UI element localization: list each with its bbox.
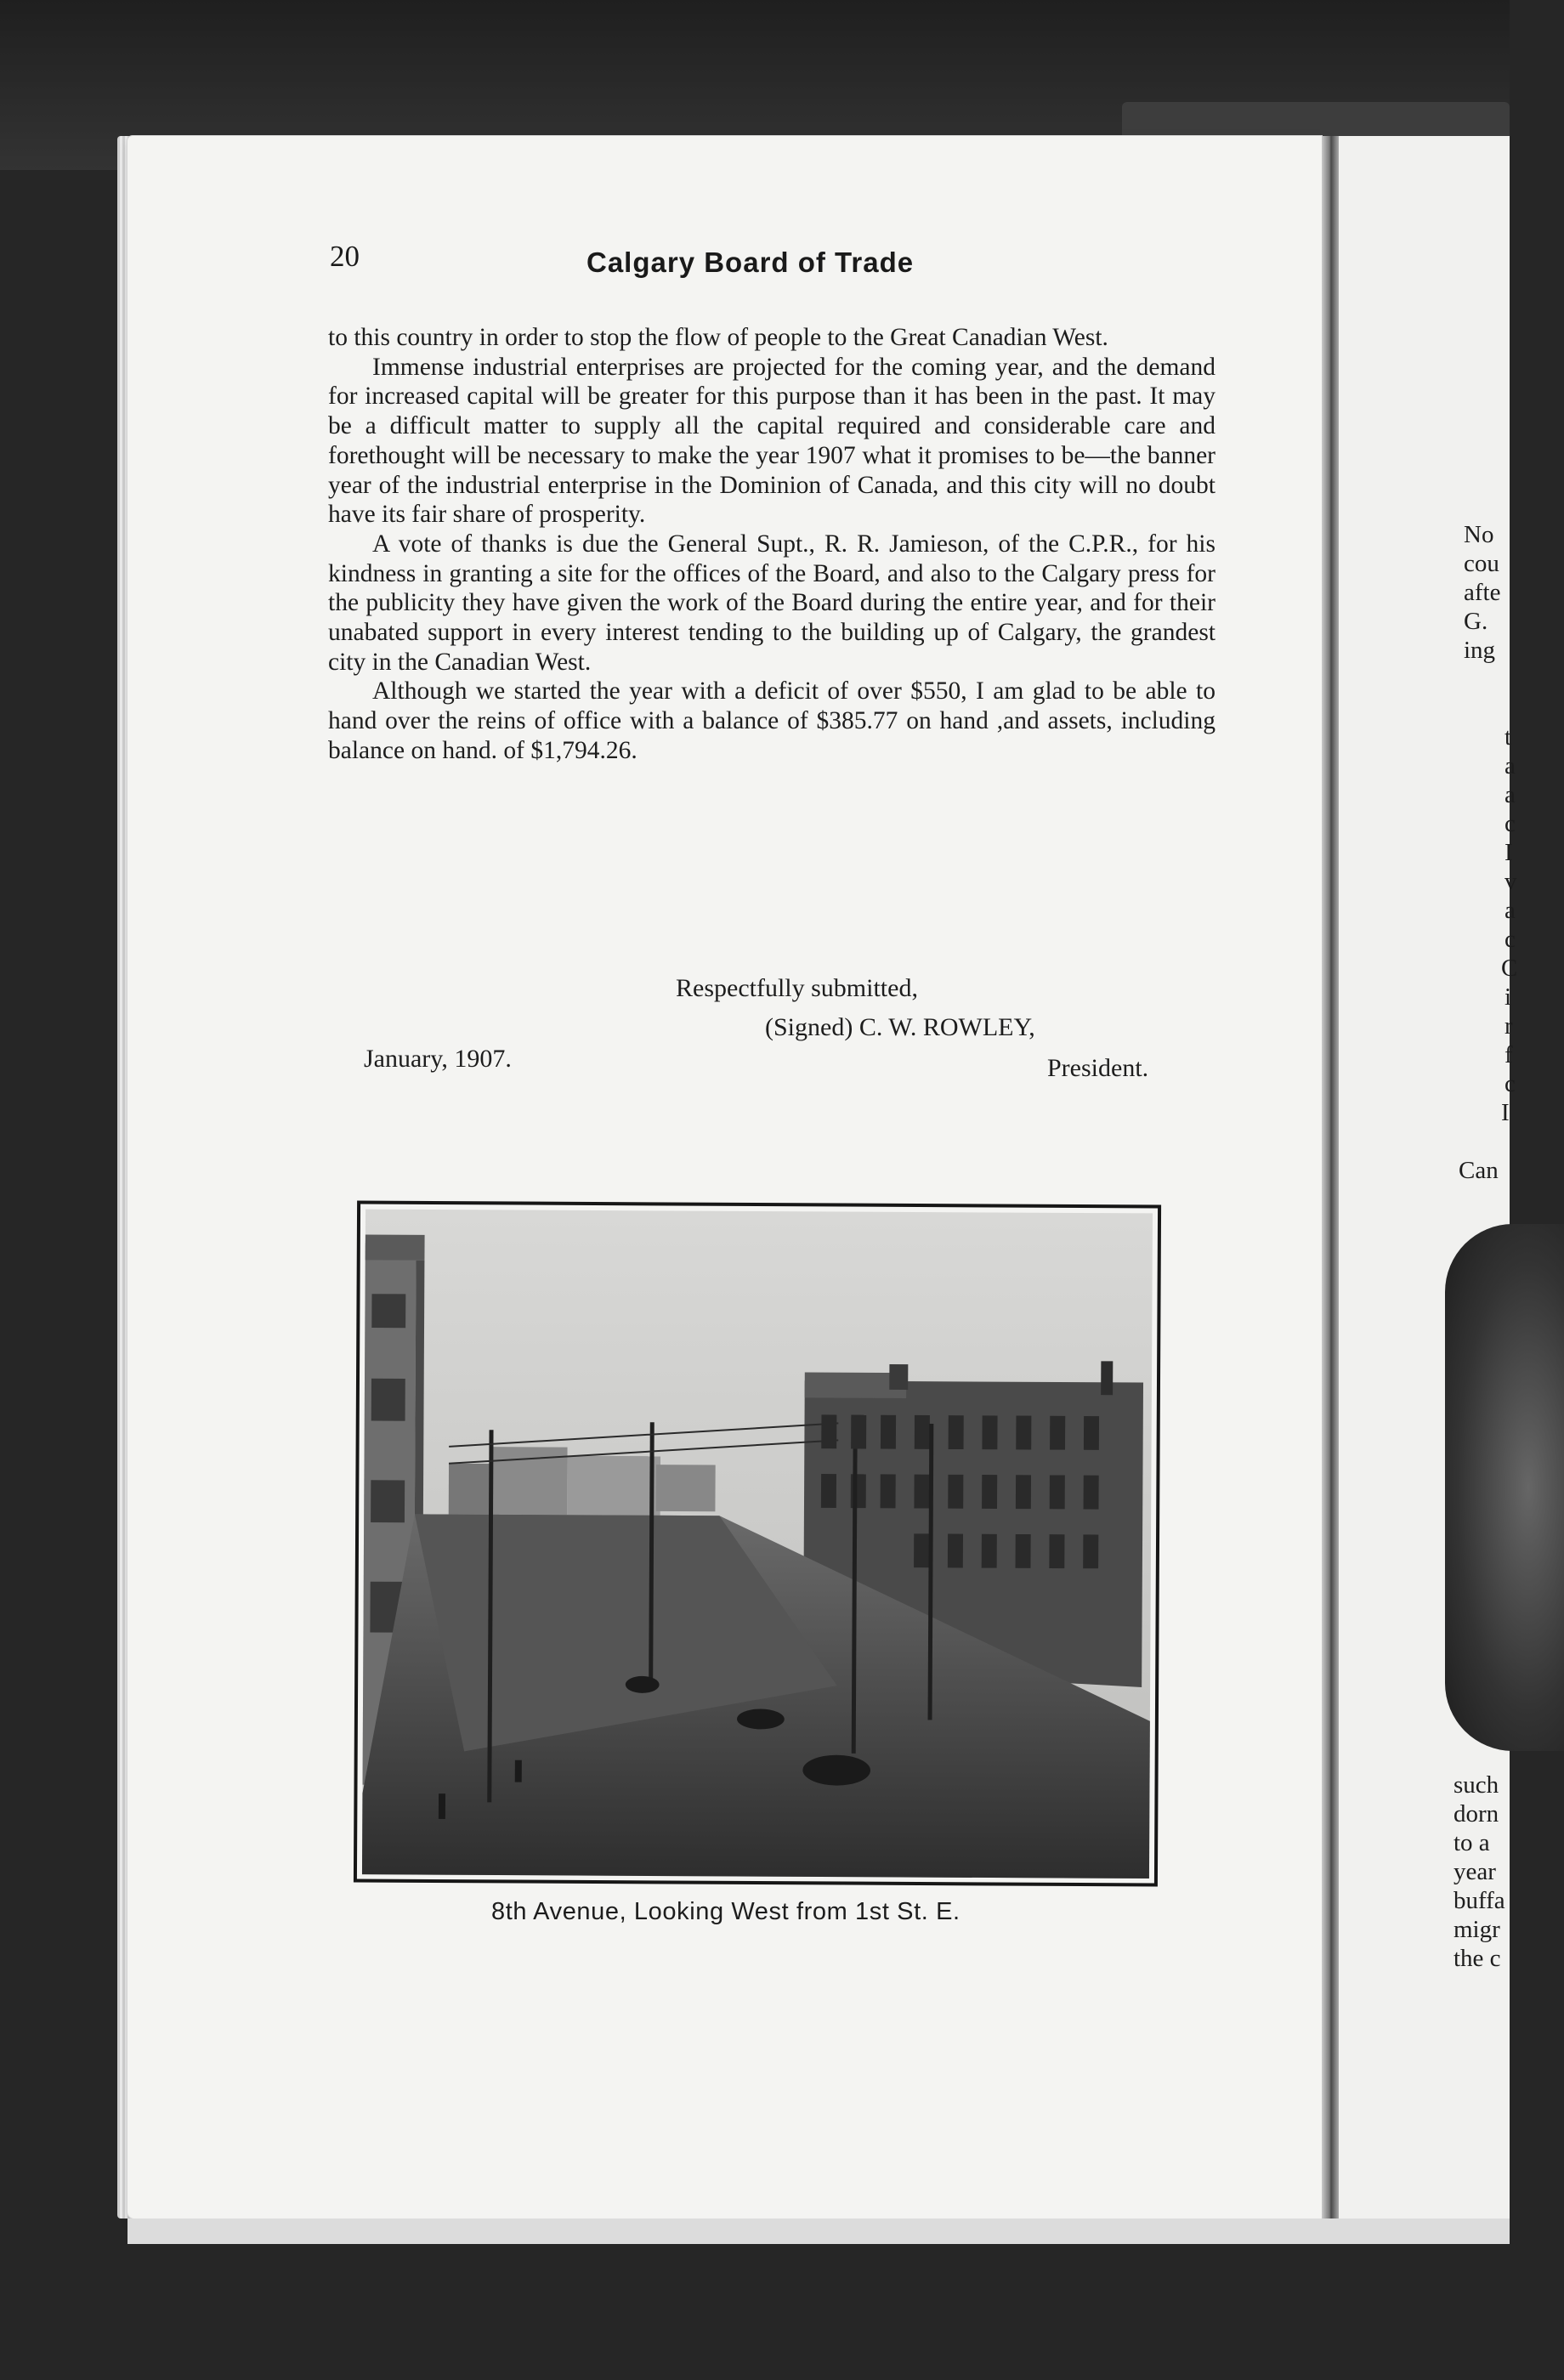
right-page-fragment: Can	[1459, 1157, 1499, 1184]
book-gutter	[1322, 136, 1339, 2218]
right-page-fragment: I	[1501, 1099, 1510, 1126]
right-page-fragment: to a	[1454, 1829, 1490, 1856]
paragraph: A vote of thanks is due the General Supt., R. R. Jamieson, of the C.P.R., for his kindness in granting a site for the offices of the Board, and also to the Calgary press for the publicity they have given the work of the Board during the entire year, and for their unabated support in every interest tending to the building up of Calgary, the grandest city in the Canadian West.	[328, 530, 1216, 676]
right-page-fragment: v	[1504, 868, 1517, 895]
right-page-fragment: C	[1501, 955, 1518, 982]
page-bottom-edge	[128, 2218, 1510, 2244]
paragraph: to this country in order to stop the flow of people to the Great Canadian West.	[328, 324, 1108, 351]
street-photo-frame	[354, 1201, 1161, 1887]
paragraph: Immense industrial enterprises are projected for the coming year, and the demand for increased capital will be greater for this purpose than it has been in the past. It may be a difficult matter to supply all the capital required and considerable care and forethought will be necessary to make the year 1907 what it promises to be—the banner year of the industrial enterprise in the Dominion of Canada, and this city will no doubt have its fair share of prosperity.	[328, 353, 1216, 529]
right-page-fragment: such	[1454, 1771, 1499, 1799]
right-page-fragment: migr	[1454, 1916, 1500, 1943]
right-page-fragment: c	[1504, 926, 1516, 953]
right-page-photo	[1445, 1224, 1564, 1751]
right-page-fragment: cou	[1464, 550, 1499, 577]
right-page-fragment: No	[1464, 521, 1494, 548]
right-page-fragment: r	[1504, 1012, 1513, 1040]
right-page-fragment: a	[1504, 752, 1516, 779]
right-page-fragment: f	[1504, 1041, 1513, 1068]
right-page-fragment: buffa	[1454, 1887, 1505, 1914]
date-line: January, 1907.	[364, 1045, 512, 1073]
right-page-fragment: a	[1504, 781, 1516, 808]
right-page-fragment: a	[1504, 897, 1516, 924]
running-head: Calgary Board of Trade	[586, 246, 915, 278]
right-page-fragment: G.	[1464, 608, 1488, 635]
right-page-fragment: t	[1504, 723, 1512, 751]
president-line: President.	[1047, 1054, 1149, 1082]
street-photo	[362, 1210, 1153, 1878]
right-page-fragment: the c	[1454, 1945, 1501, 1972]
right-page-fragment: I	[1504, 839, 1513, 866]
closing-line: Respectfully submitted,	[676, 974, 918, 1002]
photo-caption: 8th Avenue, Looking West from 1st St. E.	[491, 1898, 960, 1925]
right-page-fragment: dorn	[1454, 1800, 1499, 1828]
signed-line: (Signed) C. W. ROWLEY,	[765, 1013, 1035, 1041]
right-page-fragment: i	[1504, 983, 1512, 1011]
right-page-fragment: ing	[1464, 637, 1496, 664]
body-text	[328, 323, 1216, 766]
right-page-fragment: c	[1504, 1070, 1516, 1097]
paragraph: Although we started the year with a deficit of over $550, I am glad to be able to hand over the reins of office with a balance of $385.77 on hand ,and assets, including balance on hand. of $1,794.26.	[328, 677, 1216, 764]
right-page-fragment: afte	[1464, 579, 1501, 606]
right-page-fragment: year	[1454, 1858, 1496, 1885]
page-number: 20	[330, 240, 360, 273]
right-page-fragment: c	[1504, 810, 1516, 837]
